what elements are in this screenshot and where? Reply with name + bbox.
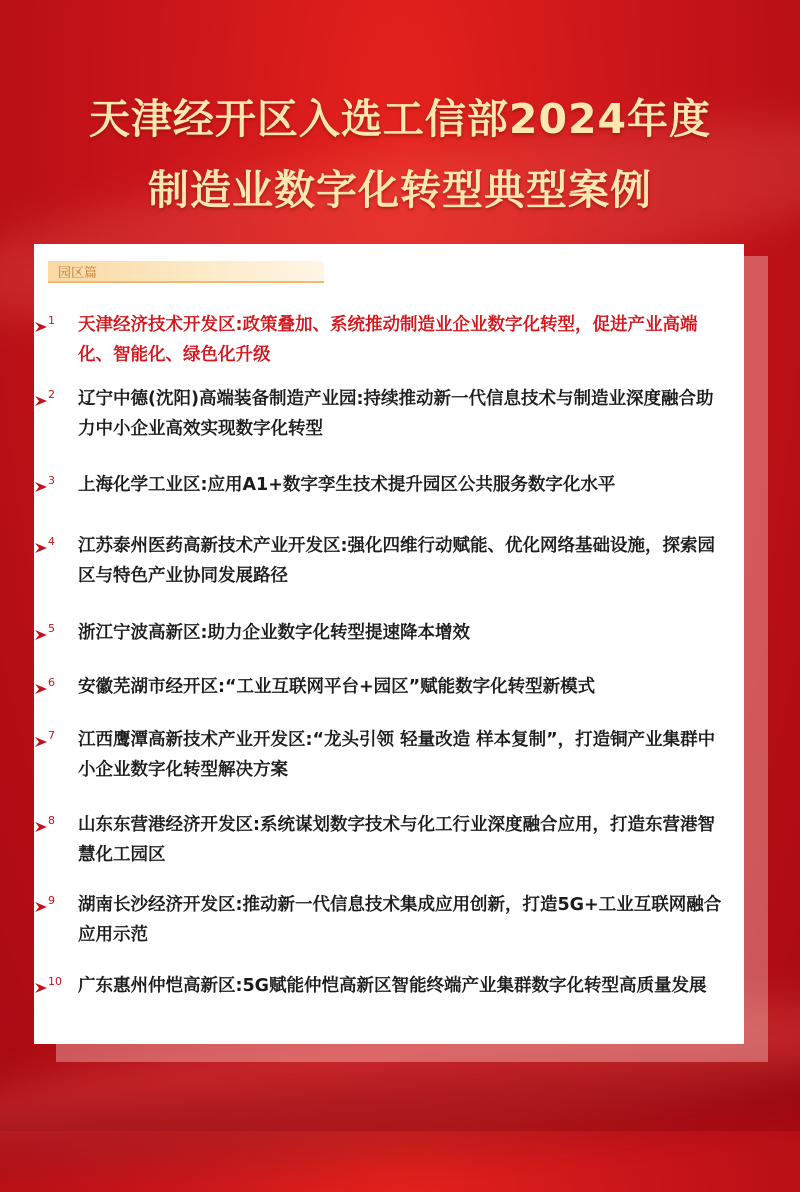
red-flag-icon <box>34 901 48 913</box>
item-number: 6 <box>48 676 55 689</box>
red-flag-icon <box>34 542 48 554</box>
red-flag-icon <box>34 629 48 641</box>
content-card <box>34 244 744 1044</box>
page-title-line2: 制造业数字化转型典型案例 <box>148 166 652 214</box>
red-flag-icon <box>34 321 48 333</box>
item-number: 5 <box>48 622 55 635</box>
item-text: 江苏泰州医药高新技术产业开发区:强化四维行动赋能、优化网络基础设施，探索园区与特色产业协同发展路径 <box>78 536 715 586</box>
item-number: 8 <box>48 814 55 827</box>
red-flag-icon <box>34 481 48 493</box>
section-tag-label: 园区篇 <box>58 266 98 281</box>
item-text: 浙江宁波高新区:助力企业数字化转型提速降本增效 <box>78 623 470 643</box>
item-number: 3 <box>48 474 55 487</box>
item-text: 安徽芜湖市经开区:“工业互联网平台+园区”赋能数字化转型新模式 <box>78 677 596 697</box>
red-flag-icon <box>34 395 48 407</box>
red-flag-icon <box>34 736 48 748</box>
item-number: 10 <box>48 975 62 988</box>
item-text: 广东惠州仲恺高新区:5G赋能仲恺高新区智能终端产业集群数字化转型高质量发展 <box>78 976 707 996</box>
item-text: 辽宁中德(沈阳)高端装备制造产业园:持续推动新一代信息技术与制造业深度融合助力中小企业高效实现数字化转型 <box>78 389 714 439</box>
item-number: 2 <box>48 388 55 401</box>
item-text: 江西鹰潭高新技术产业开发区:“龙头引领 轻量改造 样本复制”，打造铜产业集群中小企业数字化转型解决方案 <box>78 730 716 780</box>
red-flag-icon <box>34 683 48 695</box>
item-text: 湖南长沙经济开发区:推动新一代信息技术集成应用创新，打造5G+工业互联网融合应用示范 <box>78 895 722 945</box>
red-flag-icon <box>34 982 48 994</box>
item-number: 9 <box>48 894 55 907</box>
item-number: 1 <box>48 314 55 327</box>
red-flag-icon <box>34 821 48 833</box>
case-list <box>34 244 744 1044</box>
page-title-line1: 天津经开区入选工信部2024年度 <box>88 95 712 143</box>
item-text: 天津经济技术开发区:政策叠加、系统推动制造业企业数字化转型，促进产业高端化、智能化、绿色化升级 <box>78 315 698 365</box>
item-number: 7 <box>48 729 55 742</box>
item-number: 4 <box>48 535 55 548</box>
item-text: 山东东营港经济开发区:系统谋划数字技术与化工行业深度融合应用，打造东营港智慧化工园区 <box>78 815 715 865</box>
item-text: 上海化学工业区:应用A1+数字孪生技术提升园区公共服务数字化水平 <box>78 475 616 495</box>
